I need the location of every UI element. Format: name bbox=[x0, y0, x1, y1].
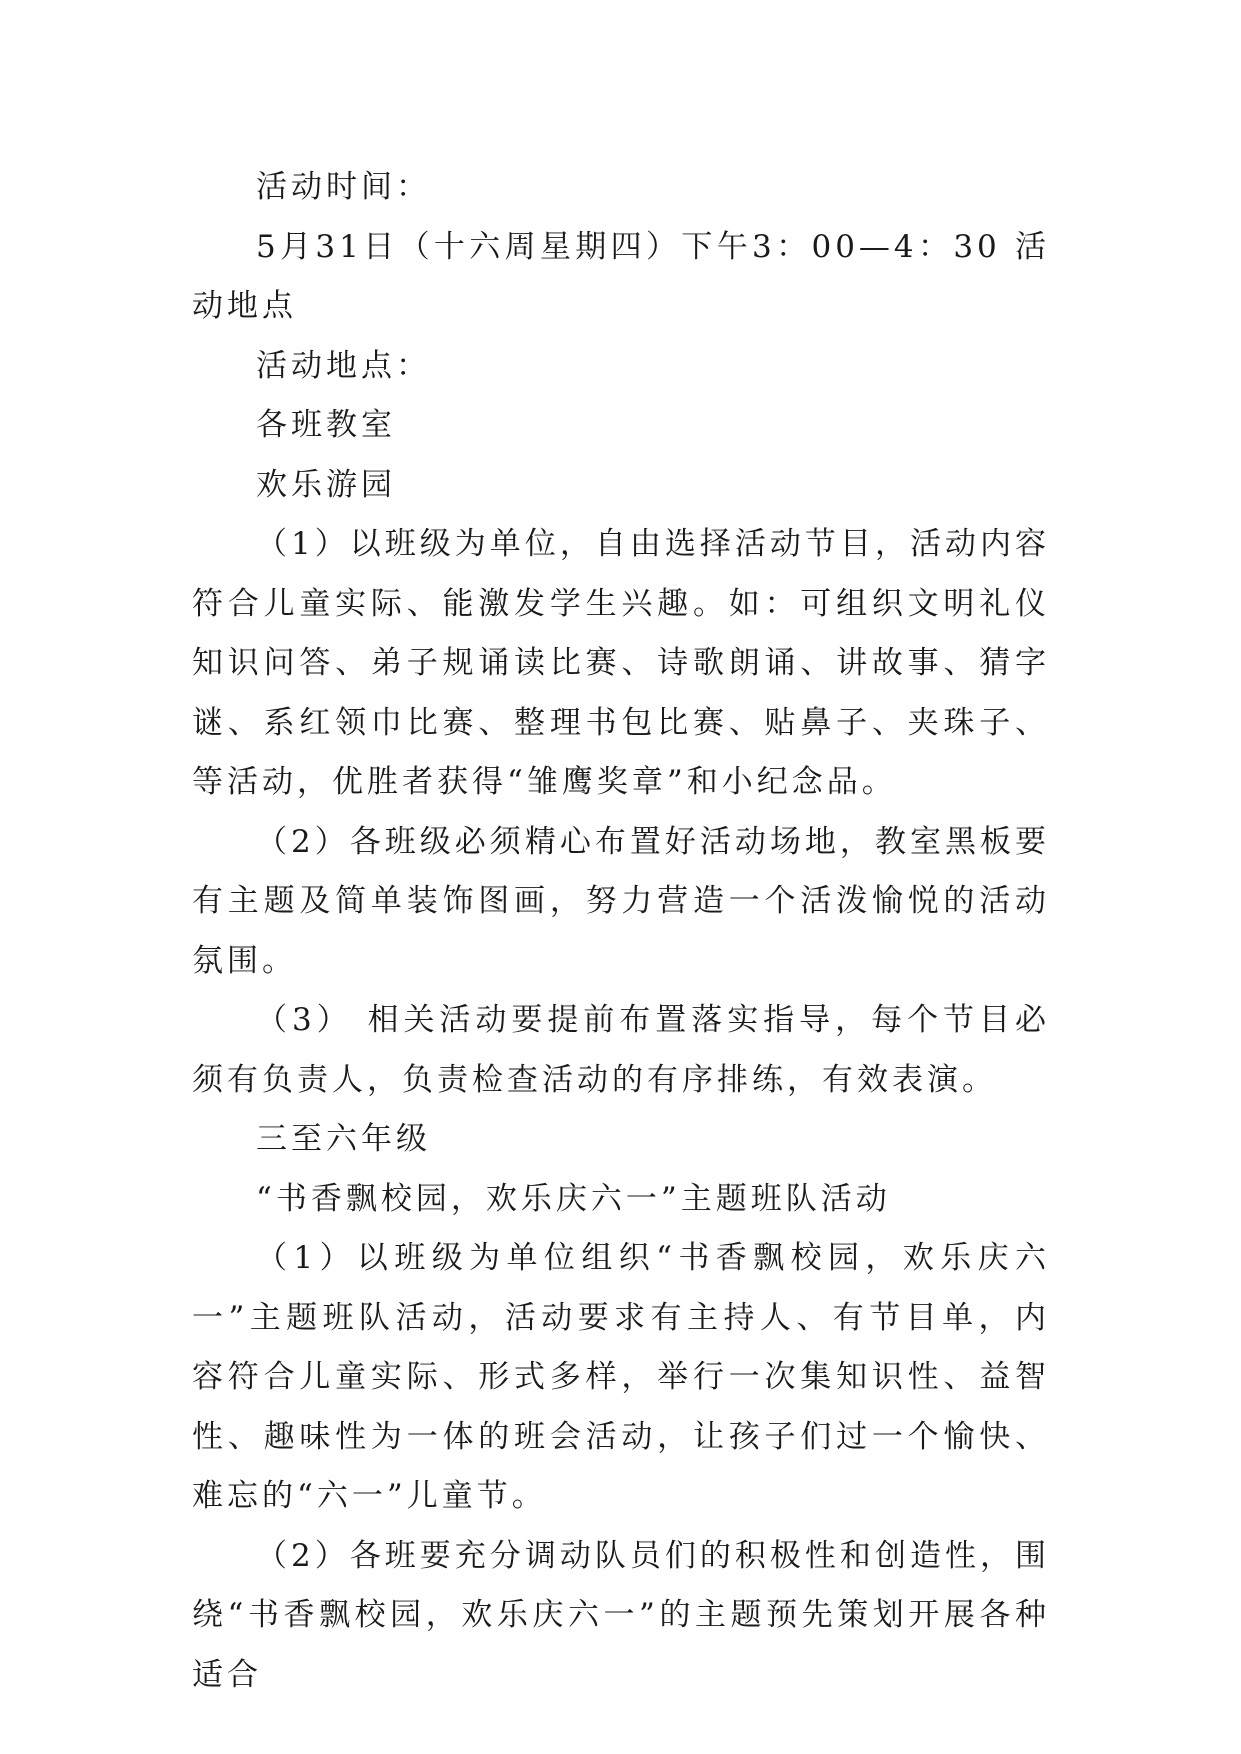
section-heading-garden-party: 欢乐游园 bbox=[256, 466, 396, 503]
paragraph-theme-item-2: （2）各班要充分调动队员们的积极性和创造性，围绕“书香飘校园，欢乐庆六一”的主题预先策划开展各种适合 bbox=[192, 1537, 1050, 1693]
activity-location-heading: 活动地点： bbox=[256, 347, 431, 384]
activity-time-value: 5月31日（十六周星期四）下午3：00—4：30 活动地点 bbox=[192, 228, 1050, 324]
paragraph-item-3: （3） 相关活动要提前布置落实指导，每个节目必须有负责人，负责检查活动的有序排练，有效表演。 bbox=[192, 1002, 1050, 1098]
section-heading-grades: 三至六年级 bbox=[256, 1121, 431, 1157]
paragraph-item-1: （1）以班级为单位，自由选择活动节目，活动内容符合儿童实际、能激发学生兴趣。如：可组织文明礼仪知识问答、弟子规诵读比赛、诗歌朗诵、讲故事、猜字谜、系红领巾比赛、整理书包比赛、贴鼻子、夹珠子、等活动，优胜者获得“雏鹰奖章”和小纪念品。 bbox=[192, 526, 1050, 800]
activity-location-value: 各班教室 bbox=[256, 407, 396, 443]
activity-time-heading: 活动时间： bbox=[256, 169, 431, 205]
document-body bbox=[192, 158, 1050, 1705]
paragraph-item-2: （2）各班级必须精心布置好活动场地，教室黑板要有主题及简单装饰图画，努力营造一个活泼愉悦的活动氛围。 bbox=[192, 823, 1050, 979]
paragraph-theme-item-1: （1）以班级为单位组织“书香飘校园，欢乐庆六一”主题班队活动，活动要求有主持人、有节目单，内容符合儿童实际、形式多样，举行一次集知识性、益智性、趣味性为一体的班会活动，让孩子们过一个愉快、难忘的“六一”儿童节。 bbox=[192, 1240, 1050, 1514]
section-heading-theme-activity: “书香飘校园，欢乐庆六一”主题班队活动 bbox=[256, 1180, 891, 1217]
